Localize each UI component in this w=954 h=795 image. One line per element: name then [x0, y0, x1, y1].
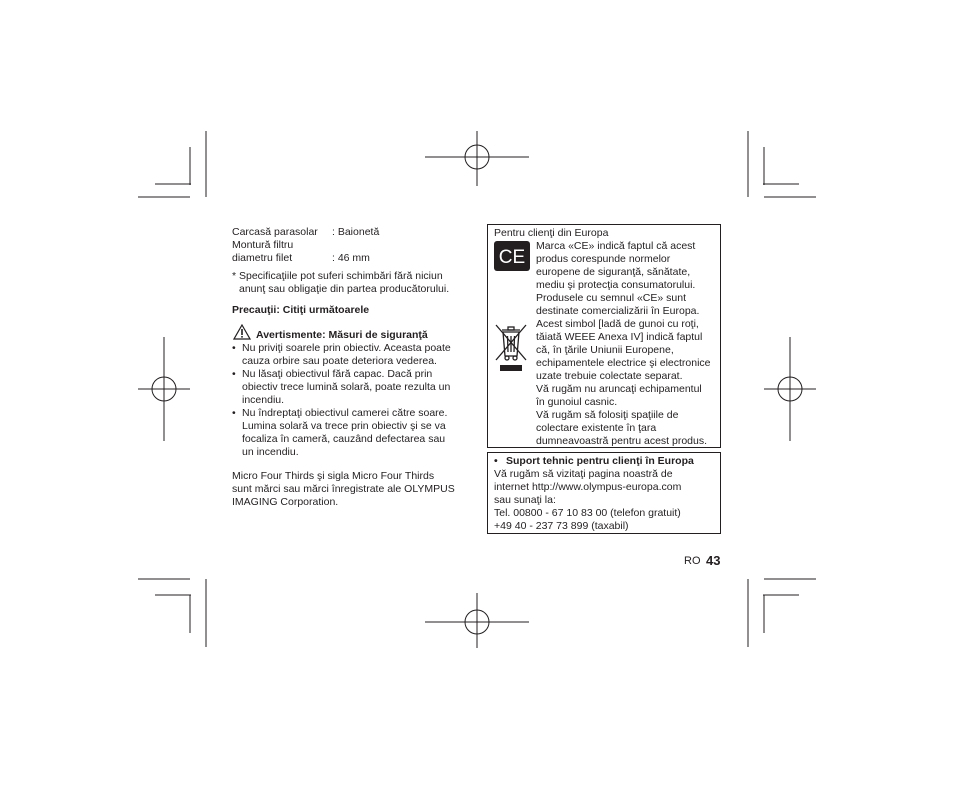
ce-mark-text: CE — [498, 247, 526, 268]
warning-triangle-icon — [233, 324, 251, 340]
spec-note-line: * Specificaţiile pot suferi schimbări fără niciun — [232, 270, 443, 282]
bullet-dot: • — [232, 342, 236, 354]
spec-note-line: anunţ sau obligaţie din partea producătorului. — [239, 283, 450, 295]
footer-language-code: RO — [684, 555, 701, 567]
spec-value: : 46 mm — [332, 252, 370, 264]
bullet-dot: • — [232, 368, 236, 380]
page-number: 43 — [706, 553, 721, 568]
spec-value: : Baionetă — [332, 226, 380, 238]
support-box-title-bullet: • — [494, 455, 498, 467]
spec-label: Montură filtru — [232, 239, 294, 251]
bullet-dot: • — [232, 407, 236, 419]
support-box-title: Suport tehnic pentru clienţi în Europa — [506, 455, 694, 467]
spec-label: Carcasă parasolar — [232, 226, 318, 238]
precautions-heading: Precauţii: Citiţi următoarele — [232, 304, 370, 316]
weee-crossed-bin-icon — [493, 322, 529, 372]
ce-mark-icon — [494, 241, 530, 271]
spec-label: diametru filet — [232, 252, 293, 264]
europe-box-title: Pentru clienţi din Europa — [494, 227, 609, 239]
warning-title: Avertismente: Măsuri de siguranţă — [256, 329, 428, 341]
